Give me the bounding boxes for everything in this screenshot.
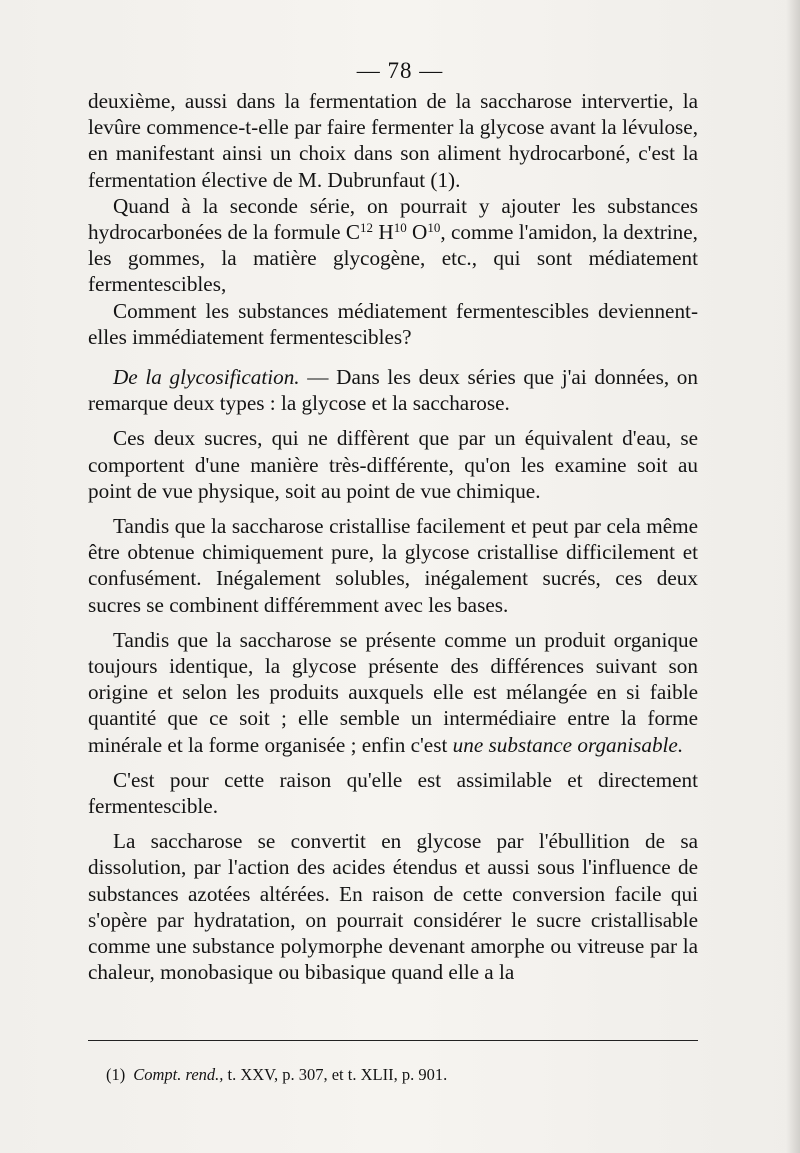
paragraph-continuation: deuxième, aussi dans la fermentation de la saccharose intervertie, la levûre commence-t-elle par faire fermenter la glycose avant la lévulose, en manifestant ainsi un choix dans son aliment hydrocarboné, c'est la fermentation élective de M. Dubrunfaut (1). xyxy=(88,89,698,192)
footnote-text: t. XXV, p. 307, et t. XLII, p. 901. xyxy=(223,1065,448,1084)
formula-oxygen: O xyxy=(406,220,428,245)
formula-superscript-oxygen: 10 xyxy=(427,220,441,236)
body-text xyxy=(88,88,698,986)
page-edge-shadow xyxy=(786,0,800,1153)
formula-superscript-hydrogen: 10 xyxy=(393,220,407,236)
footnote-source: Compt. rend., xyxy=(133,1065,224,1084)
organisable-text: Tandis que la saccharose se présente comme un produit organique toujours identique, la glycose présente des différences suivant son origine et selon les produits auxquels elle est mélangée en si faible quantité que ce soit ; elle semble un intermédiaire entre la forme minérale et la forme organisée ; enfin c'est xyxy=(88,627,698,757)
footnote xyxy=(106,1065,696,1085)
paragraph-crystallisation: Tandis que la saccharose cristallise facilement et peut par cela même être obtenue chimiquement pure, la glycose cristallise difficilement et confusément. Inégalement solubles, inégalement sucrés, ces deux sucres se combinent différemment avec les bases. xyxy=(88,514,698,617)
footnote-marker: (1) xyxy=(106,1065,126,1084)
paragraph-question: Comment les substances médiatement fermentescibles deviennent-elles immédiatement fermentescibles? xyxy=(88,298,698,349)
paragraph-assimilable: C'est pour cette raison qu'elle est assimilable et directement fermentescible. xyxy=(88,767,698,819)
paragraph-glycosification xyxy=(88,364,698,416)
formula-lead-text: Quand à la seconde série, on pourrait y ajouter les substances hydrocarbonées de la formule C xyxy=(88,193,698,245)
organisable-emphasis: une substance organisable. xyxy=(452,732,684,757)
paragraph-conversion: La saccharose se convertit en glycose par l'ébullition de sa dissolution, par l'action des acides étendus et aussi sous l'influence de substances azotées altérées. En raison de cette conversion facile qui s'opère par hydratation, on pourrait considérer le sucre cristallisable comme une substance polymorphe devenant amorphe ou vitreuse par la chaleur, monobasique ou bibasique quand elle a la xyxy=(88,829,698,985)
paragraph-organisable xyxy=(88,627,698,758)
paragraph-second-series xyxy=(88,193,698,298)
paragraph-two-sugars: Ces deux sucres, qui ne diffèrent que par un équivalent d'eau, se comportent d'une manière très-différente, qu'on les examine soit au point de vue physique, soit au point de vue chimique. xyxy=(88,426,698,503)
section-heading-text: — Dans les deux séries que j'ai données, on remarque deux types : la glycose et la saccharose. xyxy=(88,365,698,416)
formula-trailing-text: , comme l'amidon, la dextrine, les gommes, la matière glycogène, etc., qui sont médiatement fermentescibles, xyxy=(88,220,698,297)
formula-hydrogen: H xyxy=(373,220,394,245)
section-heading: De la glycosification. xyxy=(113,365,300,390)
page-number: — 78 — xyxy=(356,58,444,83)
formula-superscript-carbon: 12 xyxy=(360,220,374,236)
footnote-divider xyxy=(88,1040,698,1041)
